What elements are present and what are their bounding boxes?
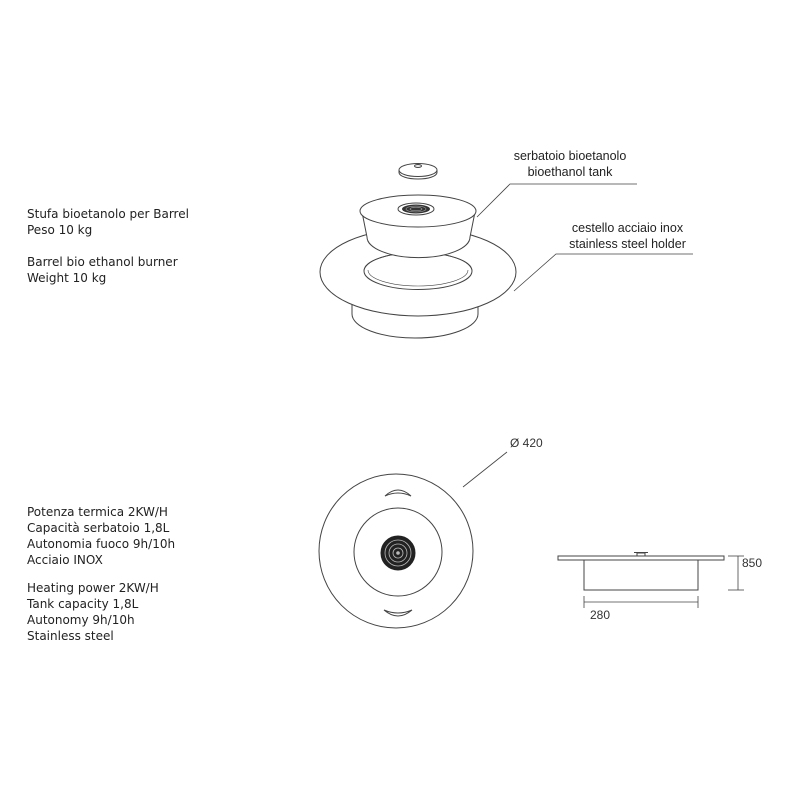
tank-label-en: bioethanol tank — [527, 165, 613, 179]
holder-label-it: cestello acciaio inox — [571, 221, 684, 235]
spec-en-capacity: Tank capacity 1,8L — [27, 597, 139, 611]
spec-it-capacity: Capacità serbatoio 1,8L — [27, 521, 170, 535]
spec-it-autonomy: Autonomia fuoco 9h/10h — [27, 537, 176, 551]
weight-it: Peso 10 kg — [27, 223, 93, 237]
tank-leader-line — [477, 184, 637, 217]
side-view-drawing — [558, 553, 744, 609]
spec-en-power: Heating power 2KW/H — [27, 581, 159, 595]
lid-drawing — [399, 164, 437, 180]
spec-en-autonomy: Autonomy 9h/10h — [27, 613, 135, 627]
diameter-leader-line — [463, 452, 507, 487]
width-label: 280 — [590, 608, 611, 622]
spec-en-material: Stainless steel — [27, 629, 114, 643]
holder-leader-line — [514, 254, 693, 291]
spec-it-material: Acciaio INOX — [27, 553, 103, 567]
spec-it-power: Potenza termica 2KW/H — [27, 505, 168, 519]
top-view-drawing — [319, 474, 473, 628]
holder-label-en: stainless steel holder — [569, 237, 686, 251]
product-name-it: Stufa bioetanolo per Barrel — [27, 207, 189, 221]
tank-drawing — [360, 195, 476, 258]
height-label: 850 — [742, 556, 763, 570]
tank-label-it: serbatoio bioetanolo — [513, 149, 627, 163]
diameter-label: Ø 420 — [510, 436, 543, 450]
weight-en: Weight 10 kg — [27, 271, 107, 285]
product-name-en: Barrel bio ethanol burner — [27, 255, 178, 269]
